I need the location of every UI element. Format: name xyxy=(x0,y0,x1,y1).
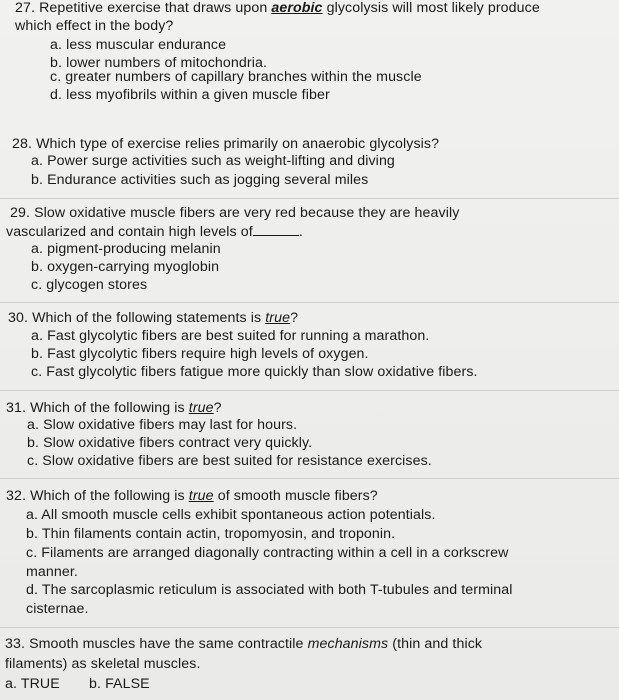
stem-text: vascularized and contain high levels of xyxy=(6,224,253,240)
stem-text: (thin and thick xyxy=(388,636,483,652)
stem-text: glycolysis will most likely produce xyxy=(322,0,540,16)
question-33-stem-line2: filaments) as skeletal muscles. xyxy=(5,656,201,672)
question-28-option-b: b. Endurance activities such as jogging several miles xyxy=(31,172,369,188)
question-28-stem: 28. Which type of exercise relies primarily on anaerobic glycolysis? xyxy=(12,136,440,152)
question-32-option-d: d. The sarcoplasmic reticulum is associated with both T-tubules and terminal xyxy=(26,582,513,598)
question-30-stem xyxy=(8,310,298,326)
emphasis-true: true xyxy=(188,400,214,416)
divider xyxy=(0,302,619,303)
stem-text: ? xyxy=(290,310,299,326)
question-31-option-b: b. Slow oxidative fibers contract very quickly. xyxy=(27,435,313,451)
question-29-option-b: b. oxygen-carrying myoglobin xyxy=(31,259,220,275)
fill-in-blank xyxy=(253,223,299,236)
question-31-stem xyxy=(6,400,222,416)
question-29-option-c: c. glycogen stores xyxy=(31,277,148,293)
divider xyxy=(0,478,619,479)
question-32-option-d-cont: cisternae. xyxy=(26,601,89,617)
question-32-option-c: c. Filaments are arranged diagonally contracting within a cell in a corkscrew xyxy=(26,545,509,561)
question-31-option-c: c. Slow oxidative fibers are best suited for resistance exercises. xyxy=(27,453,432,469)
divider xyxy=(0,198,619,199)
stem-text: 32. Which of the following is xyxy=(6,488,189,504)
emphasis-mechanisms: mechanisms xyxy=(307,636,389,652)
stem-text: 27. Repetitive exercise that draws upon xyxy=(15,0,272,16)
emphasis-true: true xyxy=(188,488,214,504)
emphasis-true: true xyxy=(265,310,291,326)
stem-text: . xyxy=(298,224,303,240)
stem-text: of smooth muscle fibers? xyxy=(213,488,378,504)
question-31-option-a: a. Slow oxidative fibers may last for hours. xyxy=(27,417,298,433)
stem-text: 31. Which of the following is xyxy=(6,400,189,416)
question-30-option-a: a. Fast glycolytic fibers are best suited for running a marathon. xyxy=(31,328,430,344)
question-27-stem-line1 xyxy=(15,0,540,16)
question-32-option-b: b. Thin filaments contain actin, tropomyosin, and troponin. xyxy=(26,526,396,542)
emphasis-aerobic: aerobic xyxy=(271,0,323,16)
stem-text: ? xyxy=(213,400,222,416)
stem-text: 33. Smooth muscles have the same contractile xyxy=(5,636,308,652)
question-27-option-d: d. less myofibrils within a given muscle fiber xyxy=(50,87,330,103)
divider xyxy=(0,627,619,628)
question-27-option-c: c. greater numbers of capillary branches within the muscle xyxy=(50,69,422,85)
question-29-option-a: a. pigment-producing melanin xyxy=(31,241,221,257)
question-27-option-b: b. lower numbers of mitochondria. xyxy=(50,55,267,71)
question-30-option-b: b. Fast glycolytic fibers require high levels of oxygen. xyxy=(31,346,369,362)
question-28-option-a: a. Power surge activities such as weight-lifting and diving xyxy=(31,153,395,169)
question-29-stem-line1: 29. Slow oxidative muscle fibers are very red because they are heavily xyxy=(10,205,460,221)
question-27-stem-line2: which effect in the body? xyxy=(15,18,174,34)
question-27-option-a: a. less muscular endurance xyxy=(50,37,227,53)
question-29-stem-line2 xyxy=(6,223,303,240)
divider xyxy=(0,390,619,391)
question-30-option-c: c. Fast glycolytic fibers fatigue more quickly than slow oxidative fibers. xyxy=(31,364,478,380)
question-33-stem-line1 xyxy=(5,636,482,652)
stem-text: 30. Which of the following statements is xyxy=(8,310,266,326)
question-33-option-b: b. FALSE xyxy=(89,676,150,692)
question-33-option-a: a. TRUE xyxy=(5,676,60,692)
question-32-option-c-cont: manner. xyxy=(26,564,78,580)
question-32-stem xyxy=(6,488,378,504)
question-32-option-a: a. All smooth muscle cells exhibit spontaneous action potentials. xyxy=(26,507,436,523)
